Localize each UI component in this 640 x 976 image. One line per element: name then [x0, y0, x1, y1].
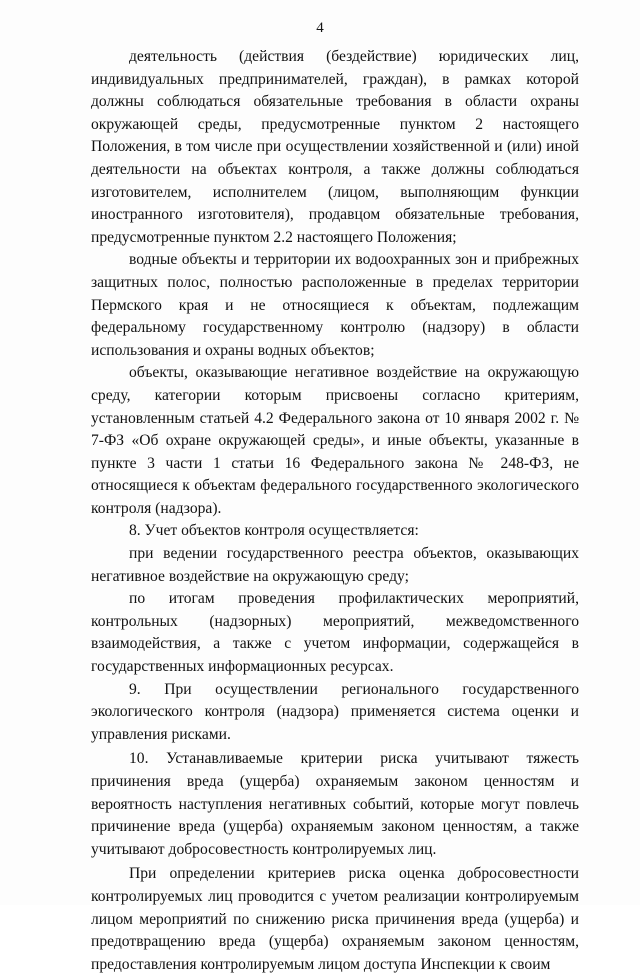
paragraph-preventive-measures: по итогам проведения профилактических мероприятий, контрольных (надзорных) мероприятий, межведомственного взаимодействия, а также с учетом информации, содержащейся в государственных информационных ресурсах. — [91, 590, 579, 676]
page-number: 4 — [316, 20, 324, 36]
body-text — [91, 46, 579, 976]
paragraph-negative-impact-objects: объекты, оказывающие негативное воздействие на окружающую среду, категории которым присвоены согласно критериям, установленным статьей 4.2 Федерального закона от 10 января 2002 г. № 7-ФЗ «Об охране окружающей среды», и иные объекты, указанные в пункте 3 части 1 статьи 16 Федерального закона № 248-ФЗ, не относящиеся к объектам федерального государственного экологического контроля (надзора). — [91, 364, 579, 517]
paragraph-item-10-risk-criteria: 10. Устанавливаемые критерии риска учитывают тяжесть причинения вреда (ущерба) охраняемым законом ценностям и вероятность наступления негативных событий, которые могут повлечь причинение вреда (ущерба) охраняемым законом ценностям, а также учитывают добросовестность контролируемых лиц. — [91, 750, 579, 858]
paragraph-item-9-risk-system: 9. При осуществлении регионального государственного экологического контроля (надзора) применяется система оценки и управления рисками. — [91, 680, 579, 743]
paragraph-good-faith-assessment: При определении критериев риска оценка добросовестности контролируемых лиц проводится с учетом реализации контролируемым лицом мероприятий по снижению риска причинения вреда (ущерба) и предотвращению вреда (ущерба) охраняемым законом ценностям, предоставления контролируемым лицом доступа Инспекции к своим — [91, 865, 579, 973]
paragraph-registry: при ведении государственного реестра объектов, оказывающих негативное воздействие на окружающую среду; — [91, 545, 579, 585]
paragraph-water-objects: водные объекты и территории их водоохранных зон и прибрежных защитных полос, полностью расположенные в пределах территории Пермского края и не относящиеся к объектам, подлежащим федеральному государственному контролю (надзору) в области использования и охраны водных объектов; — [91, 251, 579, 359]
paragraph-activity-continued: деятельность (действия (бездействие) юридических лиц, индивидуальных предпринимателей, граждан), в рамках которой должны соблюдаться обязательные требования в области охраны окружающей среды, предусмотренные пунктом 2 настоящего Положения, в том числе при осуществлении хозяйственной и (или) иной деятельности на объектах контроля, а также должны соблюдаться изготовителем, исполнителем (лицом, выполняющим функции иностранного изготовителя), продавцом обязательные требования, предусмотренные пунктом 2.2 настоящего Положения; — [91, 48, 579, 246]
paragraph-item-8-heading: 8. Учет объектов контроля осуществляется: — [129, 522, 419, 540]
